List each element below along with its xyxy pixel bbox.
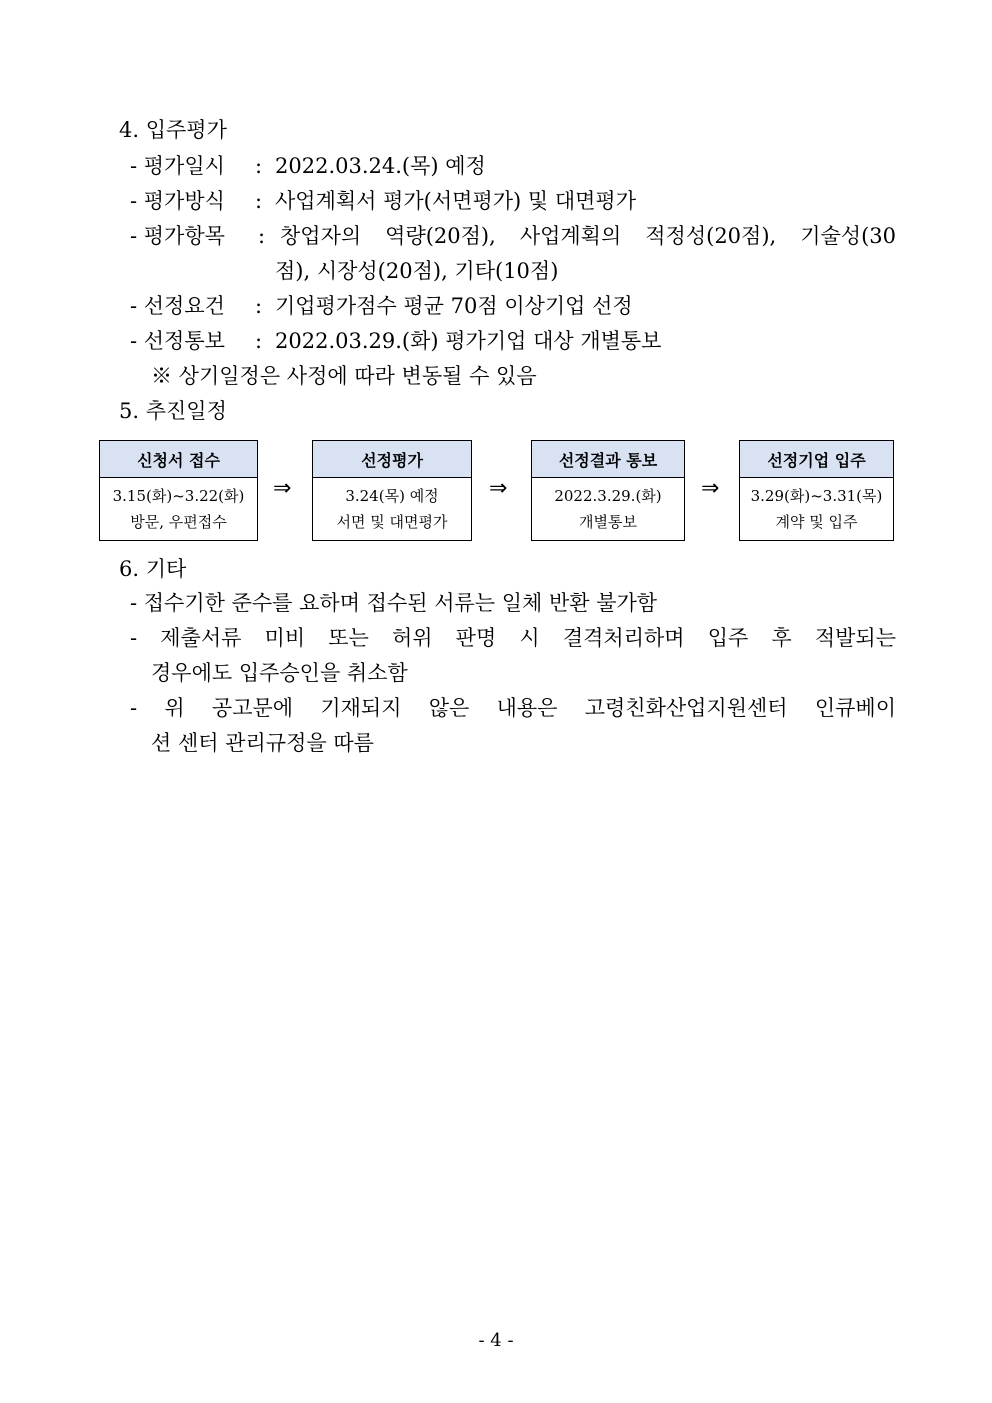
page-number: - 4 - bbox=[478, 1330, 514, 1351]
misc-item-1: - 접수기한 준수를 요하며 접수된 서류는 일체 반환 불가함 bbox=[130, 591, 658, 615]
eval-items-label: - 평가항목 bbox=[130, 224, 225, 248]
schedule-note: ※ 상기일정은 사정에 따라 변동될 수 있음 bbox=[151, 364, 537, 388]
step-detail: 방문, 우편접수 bbox=[130, 513, 227, 531]
selection-notice-sep: : bbox=[255, 329, 263, 353]
eval-method-sep: : bbox=[255, 189, 263, 213]
selection-criteria-value: 기업평가점수 평균 70점 이상기업 선정 bbox=[275, 294, 633, 318]
step-application bbox=[99, 440, 258, 541]
step-period: 3.15(화)~3.22(화) bbox=[112, 487, 245, 505]
step-title: 선정평가 bbox=[313, 441, 471, 478]
step-title: 선정기업 입주 bbox=[740, 441, 893, 478]
step-title: 신청서 접수 bbox=[100, 441, 257, 478]
arrow-right-icon: ⇒ bbox=[489, 476, 508, 501]
step-title: 선정결과 통보 bbox=[532, 441, 684, 478]
step-period: 3.29(화)~3.31(목) bbox=[750, 487, 883, 505]
arrow-right-icon: ⇒ bbox=[273, 476, 292, 501]
step-detail: 계약 및 입주 bbox=[775, 513, 858, 531]
step-detail: 개별통보 bbox=[579, 513, 637, 531]
selection-criteria-label: - 선정요건 bbox=[130, 294, 225, 318]
section4-heading: 4. 입주평가 bbox=[119, 118, 227, 142]
misc-item-3-cont: 션 센터 관리규정을 따름 bbox=[151, 731, 374, 755]
step-detail: 서면 및 대면평가 bbox=[336, 513, 448, 531]
eval-date-sep: : bbox=[255, 154, 263, 178]
selection-criteria-sep: : bbox=[255, 294, 263, 318]
step-period: 2022.3.29.(화) bbox=[554, 487, 662, 505]
eval-date-label: - 평가일시 bbox=[130, 154, 225, 178]
step-move-in bbox=[739, 440, 894, 541]
eval-items-value-cont: 점), 시장성(20점), 기타(10점) bbox=[275, 259, 559, 283]
step-result-notice bbox=[531, 440, 685, 541]
selection-notice-label: - 선정통보 bbox=[130, 329, 225, 353]
eval-items-value: 창업자의 역량(20점), 사업계획의 적정성(20점), 기술성(30 bbox=[280, 224, 896, 248]
misc-item-2-cont: 경우에도 입주승인을 취소함 bbox=[151, 661, 408, 685]
section5-heading: 5. 추진일정 bbox=[119, 399, 227, 423]
arrow-right-icon: ⇒ bbox=[701, 476, 720, 501]
eval-date-value: 2022.03.24.(목) 예정 bbox=[275, 154, 486, 178]
misc-item-3: - 위 공고문에 기재되지 않은 내용은 고령친화산업지원센터 인큐베이 bbox=[130, 696, 896, 720]
misc-item-2: - 제출서류 미비 또는 허위 판명 시 결격처리하며 입주 후 적발되는 bbox=[130, 626, 896, 650]
eval-items-sep: : bbox=[258, 224, 266, 248]
step-period: 3.24(목) 예정 bbox=[345, 487, 439, 505]
selection-notice-value: 2022.03.29.(화) 평가기업 대상 개별통보 bbox=[275, 329, 662, 353]
eval-method-value: 사업계획서 평가(서면평가) 및 대면평가 bbox=[275, 189, 636, 213]
eval-method-label: - 평가방식 bbox=[130, 189, 225, 213]
step-evaluation bbox=[312, 440, 472, 541]
section6-heading: 6. 기타 bbox=[119, 557, 187, 581]
